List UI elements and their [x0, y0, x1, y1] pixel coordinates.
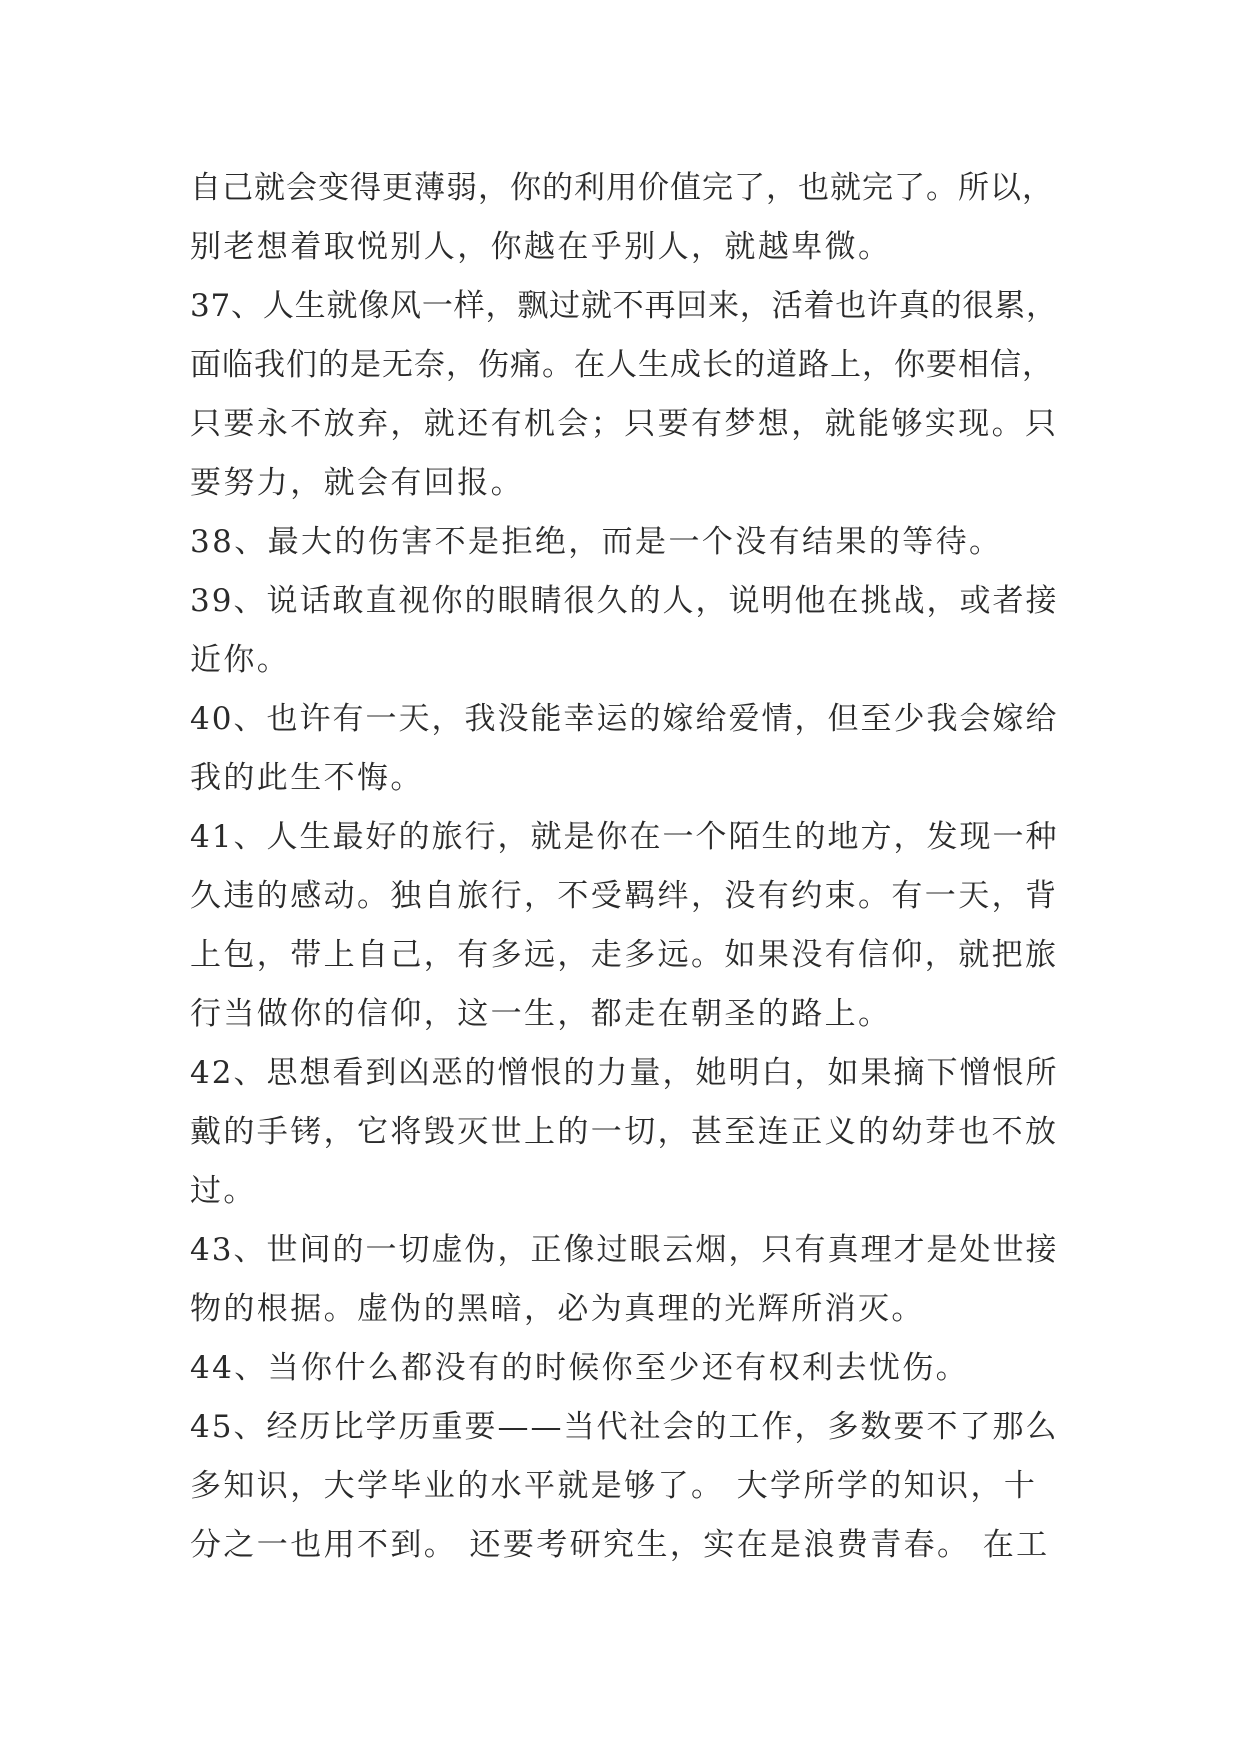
- text-line: 行当做你的信仰，这一生，都走在朝圣的路上。: [190, 996, 892, 1032]
- text-line: 别老想着取悦别人，你越在乎别人，就越卑微。: [190, 229, 892, 265]
- text-line: 多知识，大学毕业的水平就是够了。 大学所学的知识，十: [190, 1468, 1038, 1504]
- text-line: 久违的感动。独自旅行，不受羁绊，没有约束。有一天，背: [190, 878, 1059, 914]
- text-line: 近你。: [190, 642, 291, 678]
- text-line: 41、人生最好的旅行，就是你在一个陌生的地方，发现一种: [190, 819, 1059, 855]
- text-line: 自己就会变得更薄弱，你的利用价值完了，也就完了。所以，: [190, 170, 1054, 206]
- text-line: 44、当你什么都没有的时候你至少还有权利去忧伤。: [190, 1350, 970, 1386]
- text-line: 过。: [190, 1173, 257, 1209]
- text-line: 物的根据。虚伪的黑暗，必为真理的光辉所消灭。: [190, 1291, 925, 1327]
- text-line: 40、也许有一天，我没能幸运的嫁给爱情，但至少我会嫁给: [190, 701, 1059, 737]
- text-line: 分之一也用不到。 还要考研究生，实在是浪费青春。 在工: [190, 1527, 1050, 1563]
- text-line: 要努力，就会有回报。: [190, 465, 524, 501]
- text-line: 我的此生不悔。: [190, 760, 424, 796]
- text-line: 39、说话敢直视你的眼睛很久的人，说明他在挑战，或者接: [190, 583, 1059, 619]
- text-line: 38、最大的伤害不是拒绝，而是一个没有结果的等待。: [190, 524, 1003, 560]
- text-line: 42、思想看到凶恶的憎恨的力量，她明白，如果摘下憎恨所: [190, 1055, 1059, 1091]
- text-line: 37、人生就像风一样，飘过就不再回来，活着也许真的很累，: [190, 288, 1058, 324]
- text-line: 45、经历比学历重要——当代社会的工作，多数要不了那么: [190, 1409, 1059, 1445]
- text-line: 上包，带上自己，有多远，走多远。如果没有信仰，就把旅: [190, 937, 1059, 973]
- text-line: 面临我们的是无奈，伤痛。在人生成长的道路上，你要相信，: [190, 347, 1054, 383]
- text-line: 戴的手铐，它将毁灭世上的一切，甚至连正义的幼芽也不放: [190, 1114, 1059, 1150]
- body-text: [190, 159, 1058, 1575]
- text-line: 43、世间的一切虚伪，正像过眼云烟，只有真理才是处世接: [190, 1232, 1059, 1268]
- text-line: 只要永不放弃，就还有机会；只要有梦想，就能够实现。只: [190, 406, 1059, 442]
